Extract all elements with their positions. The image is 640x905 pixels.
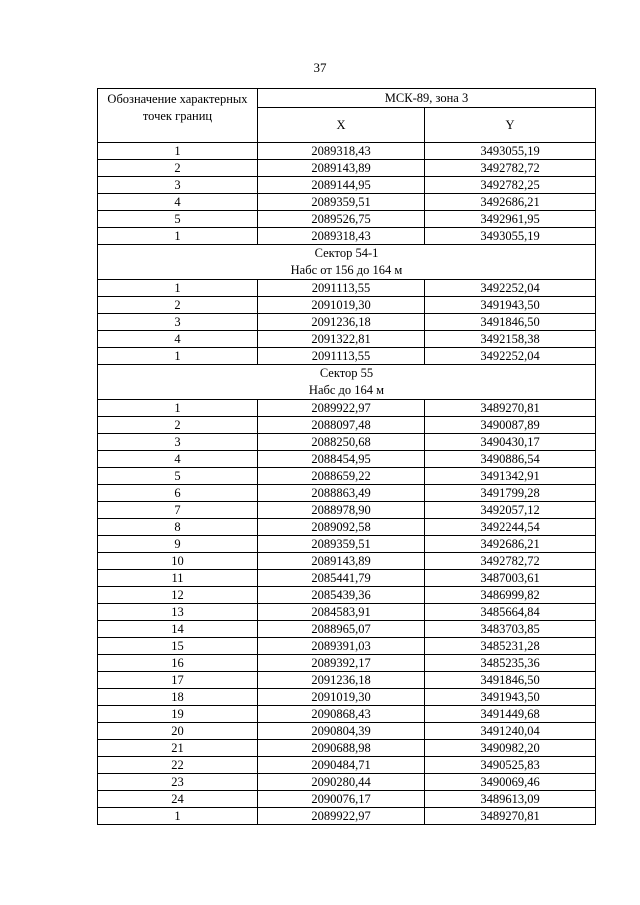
point-id-cell: 2 xyxy=(98,160,258,177)
x-coordinate-cell: 2084583,91 xyxy=(258,604,425,621)
table-row xyxy=(98,160,596,177)
sector-header-row xyxy=(98,245,596,280)
x-coordinate-cell: 2089922,97 xyxy=(258,808,425,825)
y-coordinate-cell: 3489270,81 xyxy=(425,400,596,417)
table-row xyxy=(98,570,596,587)
y-coordinate-cell: 3490886,54 xyxy=(425,451,596,468)
y-coordinate-cell: 3486999,82 xyxy=(425,587,596,604)
point-id-cell: 6 xyxy=(98,485,258,502)
point-id-cell: 1 xyxy=(98,400,258,417)
table-row xyxy=(98,228,596,245)
y-coordinate-cell: 3489270,81 xyxy=(425,808,596,825)
x-coordinate-cell: 2090280,44 xyxy=(258,774,425,791)
y-coordinate-cell: 3491943,50 xyxy=(425,297,596,314)
point-id-cell: 21 xyxy=(98,740,258,757)
table-row xyxy=(98,331,596,348)
table-row xyxy=(98,143,596,160)
table-body xyxy=(98,143,596,825)
table-row xyxy=(98,280,596,297)
table-row xyxy=(98,689,596,706)
point-id-cell: 4 xyxy=(98,194,258,211)
table-row xyxy=(98,621,596,638)
x-coordinate-cell: 2090688,98 xyxy=(258,740,425,757)
table-row xyxy=(98,434,596,451)
x-coordinate-cell: 2089144,95 xyxy=(258,177,425,194)
x-coordinate-cell: 2091236,18 xyxy=(258,314,425,331)
point-id-cell: 5 xyxy=(98,468,258,485)
sector-title: Сектор 54-1 xyxy=(314,246,379,260)
y-coordinate-cell: 3492782,72 xyxy=(425,553,596,570)
table-row xyxy=(98,417,596,434)
header-x: X xyxy=(258,108,425,143)
point-id-cell: 12 xyxy=(98,587,258,604)
x-coordinate-cell: 2089143,89 xyxy=(258,160,425,177)
x-coordinate-cell: 2088250,68 xyxy=(258,434,425,451)
x-coordinate-cell: 2090484,71 xyxy=(258,757,425,774)
point-id-cell: 2 xyxy=(98,417,258,434)
table-row xyxy=(98,774,596,791)
point-id-cell: 18 xyxy=(98,689,258,706)
page-number: 37 xyxy=(313,60,327,75)
table-row xyxy=(98,348,596,365)
table-row xyxy=(98,757,596,774)
y-coordinate-cell: 3491943,50 xyxy=(425,689,596,706)
y-coordinate-cell: 3491799,28 xyxy=(425,485,596,502)
x-coordinate-cell: 2088978,90 xyxy=(258,502,425,519)
x-coordinate-cell: 2089143,89 xyxy=(258,553,425,570)
x-coordinate-cell: 2088097,48 xyxy=(258,417,425,434)
point-id-cell: 4 xyxy=(98,331,258,348)
point-id-cell: 3 xyxy=(98,177,258,194)
y-coordinate-cell: 3491240,04 xyxy=(425,723,596,740)
y-coordinate-cell: 3487003,61 xyxy=(425,570,596,587)
y-coordinate-cell: 3490982,20 xyxy=(425,740,596,757)
y-coordinate-cell: 3485664,84 xyxy=(425,604,596,621)
point-id-cell: 24 xyxy=(98,791,258,808)
x-coordinate-cell: 2089318,43 xyxy=(258,143,425,160)
sector-title: Сектор 55 xyxy=(319,366,374,380)
table-row xyxy=(98,706,596,723)
point-id-cell: 10 xyxy=(98,553,258,570)
point-id-cell: 11 xyxy=(98,570,258,587)
point-id-cell: 17 xyxy=(98,672,258,689)
table-row xyxy=(98,740,596,757)
table-row xyxy=(98,672,596,689)
x-coordinate-cell: 2090804,39 xyxy=(258,723,425,740)
header-crs: МСК-89, зона 3 xyxy=(258,89,596,108)
x-coordinate-cell: 2090076,17 xyxy=(258,791,425,808)
x-coordinate-cell: 2088863,49 xyxy=(258,485,425,502)
sector-subtitle: Набс до 164 м xyxy=(308,383,385,397)
table-row xyxy=(98,587,596,604)
point-id-cell: 7 xyxy=(98,502,258,519)
point-id-cell: 22 xyxy=(98,757,258,774)
point-id-cell: 1 xyxy=(98,808,258,825)
table-row xyxy=(98,536,596,553)
y-coordinate-cell: 3491342,91 xyxy=(425,468,596,485)
table-row xyxy=(98,468,596,485)
point-id-cell: 8 xyxy=(98,519,258,536)
table-row xyxy=(98,314,596,331)
point-id-cell: 3 xyxy=(98,314,258,331)
point-id-cell: 9 xyxy=(98,536,258,553)
sector-header-row xyxy=(98,365,596,400)
point-id-cell: 20 xyxy=(98,723,258,740)
point-id-cell: 2 xyxy=(98,297,258,314)
table-row xyxy=(98,485,596,502)
point-id-cell: 5 xyxy=(98,211,258,228)
x-coordinate-cell: 2088454,95 xyxy=(258,451,425,468)
y-coordinate-cell: 3492252,04 xyxy=(425,280,596,297)
y-coordinate-cell: 3489613,09 xyxy=(425,791,596,808)
table-row xyxy=(98,502,596,519)
sector-header xyxy=(98,365,596,400)
y-coordinate-cell: 3493055,19 xyxy=(425,228,596,245)
y-coordinate-cell: 3491449,68 xyxy=(425,706,596,723)
table-header xyxy=(98,89,596,143)
point-id-cell: 1 xyxy=(98,143,258,160)
y-coordinate-cell: 3492782,72 xyxy=(425,160,596,177)
x-coordinate-cell: 2089092,58 xyxy=(258,519,425,536)
x-coordinate-cell: 2091322,81 xyxy=(258,331,425,348)
header-points-label: Обозначение характерных точек границ xyxy=(98,89,258,143)
x-coordinate-cell: 2091113,55 xyxy=(258,280,425,297)
y-coordinate-cell: 3492961,95 xyxy=(425,211,596,228)
y-coordinate-cell: 3492244,54 xyxy=(425,519,596,536)
y-coordinate-cell: 3492686,21 xyxy=(425,194,596,211)
table-row xyxy=(98,177,596,194)
y-coordinate-cell: 3490430,17 xyxy=(425,434,596,451)
y-coordinate-cell: 3490069,46 xyxy=(425,774,596,791)
y-coordinate-cell: 3493055,19 xyxy=(425,143,596,160)
x-coordinate-cell: 2091113,55 xyxy=(258,348,425,365)
x-coordinate-cell: 2089359,51 xyxy=(258,194,425,211)
y-coordinate-cell: 3485231,28 xyxy=(425,638,596,655)
sector-header xyxy=(98,245,596,280)
y-coordinate-cell: 3492782,25 xyxy=(425,177,596,194)
sector-subtitle: Набс от 156 до 164 м xyxy=(290,263,403,277)
point-id-cell: 3 xyxy=(98,434,258,451)
point-id-cell: 23 xyxy=(98,774,258,791)
table-row xyxy=(98,791,596,808)
y-coordinate-cell: 3485235,36 xyxy=(425,655,596,672)
x-coordinate-cell: 2089318,43 xyxy=(258,228,425,245)
x-coordinate-cell: 2088659,22 xyxy=(258,468,425,485)
point-id-cell: 15 xyxy=(98,638,258,655)
y-coordinate-cell: 3490525,83 xyxy=(425,757,596,774)
x-coordinate-cell: 2091019,30 xyxy=(258,297,425,314)
x-coordinate-cell: 2085441,79 xyxy=(258,570,425,587)
x-coordinate-cell: 2089922,97 xyxy=(258,400,425,417)
x-coordinate-cell: 2091019,30 xyxy=(258,689,425,706)
y-coordinate-cell: 3492686,21 xyxy=(425,536,596,553)
table-row xyxy=(98,553,596,570)
table-row xyxy=(98,297,596,314)
table-row xyxy=(98,519,596,536)
x-coordinate-cell: 2090868,43 xyxy=(258,706,425,723)
x-coordinate-cell: 2091236,18 xyxy=(258,672,425,689)
point-id-cell: 16 xyxy=(98,655,258,672)
point-id-cell: 14 xyxy=(98,621,258,638)
table-row xyxy=(98,638,596,655)
table-row xyxy=(98,211,596,228)
table-row xyxy=(98,808,596,825)
y-coordinate-cell: 3483703,85 xyxy=(425,621,596,638)
y-coordinate-cell: 3491846,50 xyxy=(425,672,596,689)
point-id-cell: 1 xyxy=(98,348,258,365)
table-row xyxy=(98,451,596,468)
table-row xyxy=(98,723,596,740)
y-coordinate-cell: 3490087,89 xyxy=(425,417,596,434)
x-coordinate-cell: 2089392,17 xyxy=(258,655,425,672)
x-coordinate-cell: 2089391,03 xyxy=(258,638,425,655)
point-id-cell: 13 xyxy=(98,604,258,621)
x-coordinate-cell: 2088965,07 xyxy=(258,621,425,638)
y-coordinate-cell: 3492252,04 xyxy=(425,348,596,365)
table-row xyxy=(98,400,596,417)
point-id-cell: 1 xyxy=(98,228,258,245)
y-coordinate-cell: 3492057,12 xyxy=(425,502,596,519)
point-id-cell: 1 xyxy=(98,280,258,297)
point-id-cell: 4 xyxy=(98,451,258,468)
x-coordinate-cell: 2089359,51 xyxy=(258,536,425,553)
point-id-cell: 19 xyxy=(98,706,258,723)
y-coordinate-cell: 3491846,50 xyxy=(425,314,596,331)
y-coordinate-cell: 3492158,38 xyxy=(425,331,596,348)
table-row xyxy=(98,655,596,672)
table-row xyxy=(98,604,596,621)
header-y: Y xyxy=(425,108,596,143)
x-coordinate-cell: 2089526,75 xyxy=(258,211,425,228)
table-row xyxy=(98,194,596,211)
x-coordinate-cell: 2085439,36 xyxy=(258,587,425,604)
coordinates-table xyxy=(97,88,596,825)
